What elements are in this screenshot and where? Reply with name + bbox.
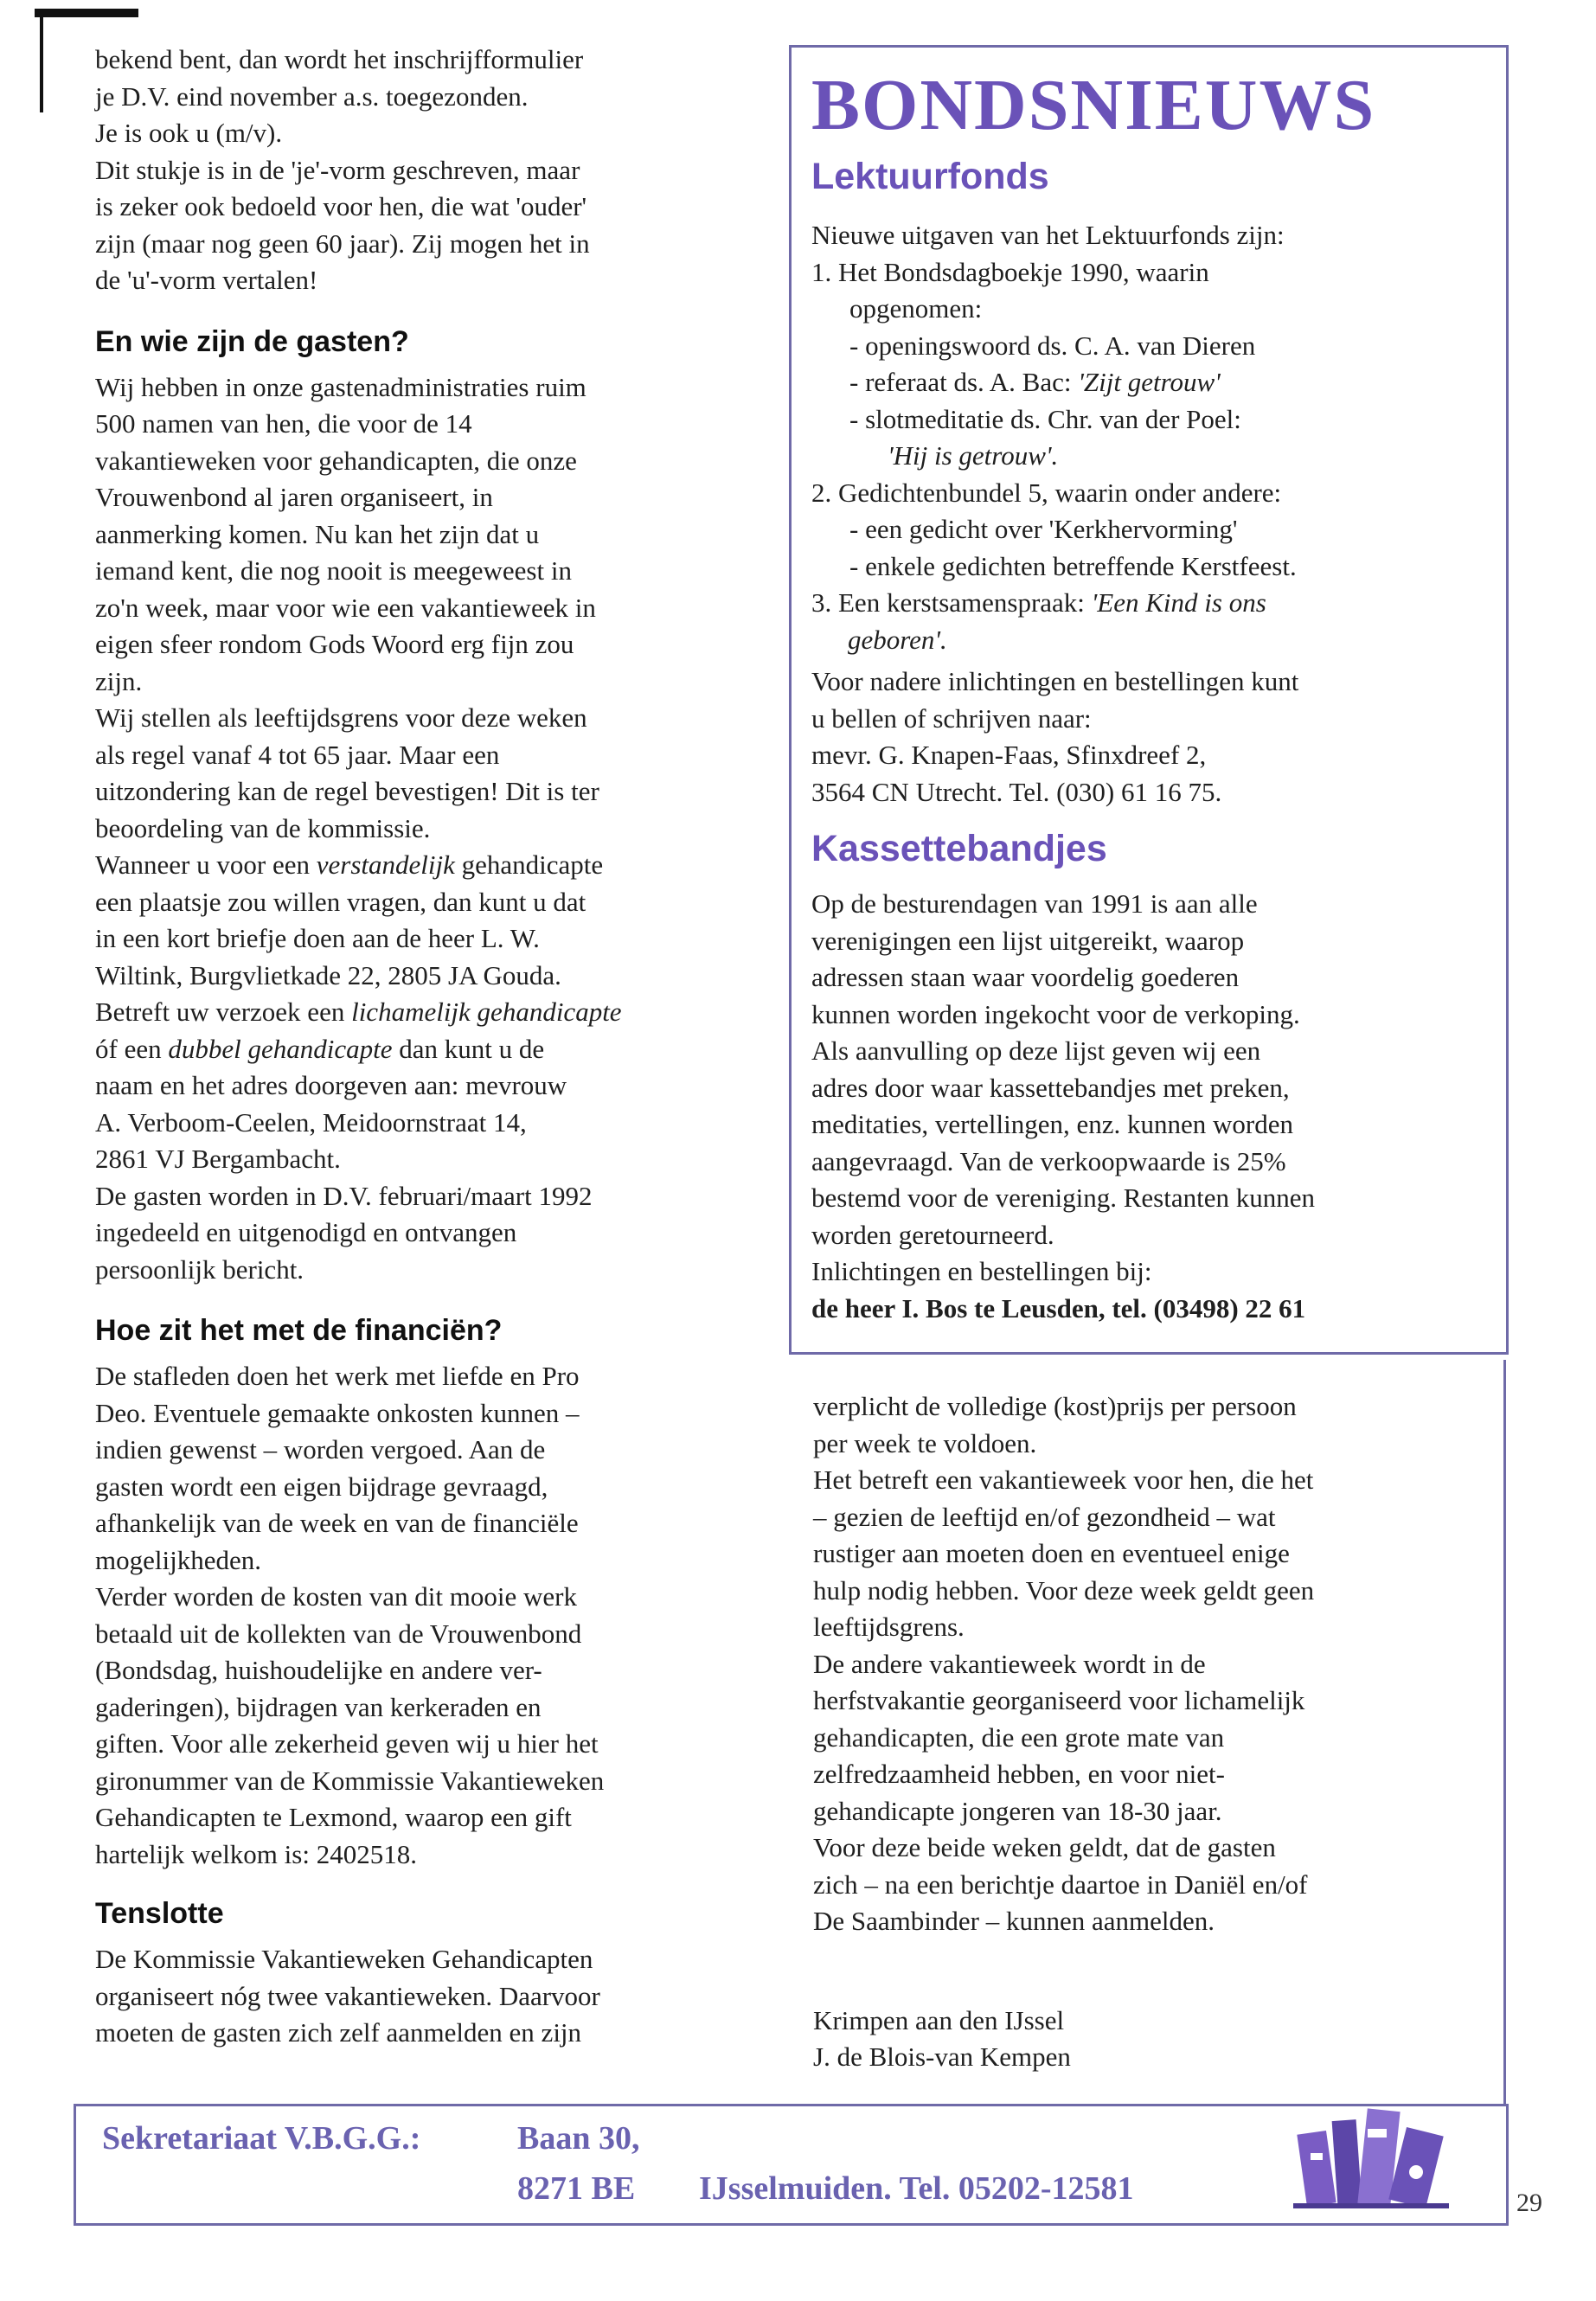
tenslotte-text [95,1941,770,2052]
page-number: 29 [1516,2189,1542,2217]
text-line: De Saambinder – kunnen aanmelden. [813,1906,1215,1936]
secretariat-postcode: 8271 BE [517,2170,636,2207]
text-line: je D.V. eind november a.s. toegezonden. [95,80,529,112]
financien-text [95,1358,770,1873]
right-column [813,1388,1497,2076]
heading-kassettebandjes: Kassettebandjes [811,828,1107,869]
text-line: naam en het adres doorgeven aan: mevrouw [95,1070,567,1100]
left-column [95,42,770,2052]
text-line: Gehandicapten te Lexmond, waarop een gift [95,1802,572,1832]
text-line: de 'u'-vorm vertalen! [95,265,318,295]
text-line: Vrouwenbond al jaren organiseert, in [95,482,493,512]
text-line: hartelijk welkom is: 2402518. [95,1838,417,1869]
text-line: in een kort briefje doen aan de heer L. W. [95,923,540,953]
text-line: gironummer van de Kommissie Vakantieweken [95,1765,605,1796]
heading-lektuurfonds: Lektuurfonds [811,156,1049,197]
text-line: Deo. Eventuele gemaakte onkosten kunnen – [95,1397,580,1428]
text-line: Het betreft een vakantieweek voor hen, die het [813,1465,1314,1495]
secretariat-address-line2: IJsselmuiden. Tel. 05202-12581 [699,2170,1134,2207]
text-line: ingedeeld en uitgenodigd en ontvangen [95,1217,517,1247]
text-line: 2861 VJ Bergambacht. [95,1144,341,1174]
text-line: Dit stukje is in de 'je'-vorm geschreven, maar [95,154,580,185]
text-line: aangevraagd. Van de verkoopwaarde is 25% [811,1145,1286,1176]
sub-item: - slotmeditatie ds. Chr. van der Poel: [849,403,1241,434]
text-line: indien gewenst – worden vergoed. Aan de [95,1434,546,1465]
corner-mark [35,9,138,17]
secretariat-label: Sekretariaat V.B.G.G.: [102,2120,421,2157]
signature-author: J. de Blois-van Kempen [813,2041,1071,2072]
list-item: 2. Gedichtenbundel 5, waarin onder andere: [811,477,1282,508]
kassette-text [811,886,1503,1327]
text-line: De Kommissie Vakantieweken Gehandicapten [95,1944,593,1974]
list-item: 3. Een kerstsamenspraak: 'Een Kind is ons [811,587,1266,618]
text-line: hulp nodig hebben. Voor deze week geldt geen [813,1574,1315,1606]
text-line: afhankelijk van de week en van de financiële [95,1508,579,1538]
text-line: Verder worden de kosten van dit mooie werk [95,1581,577,1612]
text-line: mogelijkheden. [95,1544,261,1575]
text-line: is zeker ook bedoeld voor hen, die wat 'ouder' [95,191,587,221]
text-line: moeten de gasten zich zelf aanmelden en zijn [95,2017,582,2048]
text-line: bekend bent, dan wordt het inschrijfformulier [95,44,584,74]
contact-line: de heer I. Bos te Leusden, tel. (03498) 22 61 [811,1292,1306,1324]
list-item: opgenomen: [849,293,983,324]
text-line: A. Verboom-Ceelen, Meidoornstraat 14, [95,1106,527,1138]
text-line: Nieuwe uitgaven van het Lektuurfonds zijn: [811,220,1285,250]
margin-rule [40,9,43,112]
text-line: zijn (maar nog geen 60 jaar). Zij mogen het in [95,228,590,259]
text-line: zijn. [95,665,143,696]
text-line: organiseert nóg twee vakantieweken. Daarvoor [95,1980,600,2011]
text-line: gasten wordt een eigen bijdrage gevraagd, [95,1471,548,1502]
text-line: leeftijdsgrens. [813,1612,965,1642]
text-line: verenigingen een lijst uitgereikt, waarop [811,925,1245,956]
text-line: – gezien de leeftijd en/of gezondheid – wat [813,1501,1276,1532]
heading-tenslotte: Tenslotte [95,1897,224,1930]
text-line: (Bondsdag, huishoudelijke en andere ver- [95,1655,542,1685]
text-line: meditaties, vertellingen, enz. kunnen worden [811,1109,1293,1139]
text-line: persoonlijk bericht. [95,1253,304,1285]
text-line: Je is ook u (m/v). [95,118,283,148]
text-line: Inlichtingen en bestellingen bij: [811,1256,1152,1286]
heading-financien: Hoe zit het met de financiën? [95,1314,503,1347]
lektuurfonds-info [811,663,1503,811]
text-line: De gasten worden in D.V. februari/maart 1992 [95,1180,593,1211]
text-line: gehandicapten, die een grote mate van [813,1721,1225,1753]
text-line: worden geretourneerd. [811,1219,1054,1250]
text-line: Wanneer u voor een verstandelijk gehandicapte [95,849,604,880]
text-line: Wij hebben in onze gastenadministraties ruim [95,371,586,402]
sub-item: - enkele gedichten betreffende Kerstfeest. [849,550,1297,581]
text-line: gehandicapte jongeren van 18-30 jaar. [813,1795,1222,1826]
text-line: betaald uit de kollekten van de Vrouwenbond [95,1618,582,1649]
signature-place: Krimpen aan den IJssel [813,2004,1065,2035]
text-line: 500 namen van hen, die voor de 14 [95,408,472,439]
text-line: vakantieweken voor gehandicapten, die onze [95,445,577,476]
text-line: eigen sfeer rondom Gods Woord erg fijn zou [95,629,574,659]
text-line: u bellen of schrijven naar: [811,702,1092,734]
text-line: iemand kent, die nog nooit is meegeweest in [95,555,572,586]
text-line: adres door waar kassettebandjes met preken, [811,1072,1290,1103]
text-line: gaderingen), bijdragen van kerkeraden en [95,1691,542,1722]
secretariat-address-line1: Baan 30, [517,2120,640,2157]
text-line: rustiger aan moeten doen en eventueel enige [813,1538,1290,1568]
text-line: beoordeling van de kommissie. [95,812,431,843]
text-line: 3564 CN Utrecht. Tel. (030) 61 16 75. [811,776,1222,807]
text-line: verplicht de volledige (kost)prijs per persoon [813,1391,1297,1421]
text-line: aanmerking komen. Nu kan het zijn dat u [95,518,540,549]
books-logo-icon [1285,2098,1458,2214]
text-line: als regel vanaf 4 tot 65 jaar. Maar een [95,739,500,770]
bondsnieuws-title: BONDSNIEUWS [811,65,1376,145]
text-line: zelfredzaamheid hebben, en voor niet- [813,1759,1225,1789]
intro-text [95,42,770,299]
text-line: adressen staan waar voordelig goederen [811,962,1240,992]
sub-item: - een gedicht over 'Kerkhervorming' [849,514,1238,544]
text-line: Wiltink, Burgvlietkade 22, 2805 JA Gouda. [95,959,561,990]
text-line: per week te voldoen. [813,1427,1037,1458]
sub-item: 'Hij is getrouw'. [888,440,1059,471]
text-line: uitzondering kan de regel bevestigen! Dit is ter [95,776,599,806]
text-line: mevr. G. Knapen-Faas, Sfinxdreef 2, [811,740,1207,770]
sub-item: - openingswoord ds. C. A. van Dieren [849,330,1256,361]
text-line: zo'n week, maar voor wie een vakantieweek in [95,592,596,623]
text-line: Op de besturendagen van 1991 is aan alle [811,888,1258,919]
bondsnieuws-content [811,62,1503,1327]
text-line: Als aanvulling op deze lijst geven wij een [811,1035,1261,1066]
text-line: bestemd voor de vereniging. Restanten kunnen [811,1183,1315,1213]
text-line: De andere vakantieweek wordt in de [813,1648,1206,1679]
text-line: giften. Voor alle zekerheid geven wij u hier het [95,1728,599,1759]
heading-gasten: En wie zijn de gasten? [95,324,409,358]
text-line: Voor deze beide weken geldt, dat de gasten [813,1832,1276,1862]
text-line: kunnen worden ingekocht voor de verkoping. [811,998,1300,1029]
text-line: Voor nadere inlichtingen en bestellingen kunt [811,666,1299,696]
text-line: De stafleden doen het werk met liefde en Pro [95,1361,580,1391]
sub-item: - referaat ds. A. Bac: 'Zijt getrouw' [849,367,1221,397]
text-line: een plaatsje zou willen vragen, dan kunt u dat [95,886,586,917]
list-item: geboren'. [848,624,947,655]
text-line: Wij stellen als leeftijdsgrens voor deze weken [95,702,587,733]
list-item: 1. Het Bondsdagboekje 1990, waarin [811,256,1209,287]
text-line: herfstvakantie georganiseerd voor lichamelijk [813,1685,1305,1715]
text-line: Betreft uw verzoek een lichamelijk gehandicapte [95,997,622,1027]
text-line: óf een dubbel gehandicapte dan kunt u de [95,1033,545,1064]
text-line: zich – na een berichtje daartoe in Daniël en/of [813,1868,1308,1900]
gasten-text [95,369,770,1289]
